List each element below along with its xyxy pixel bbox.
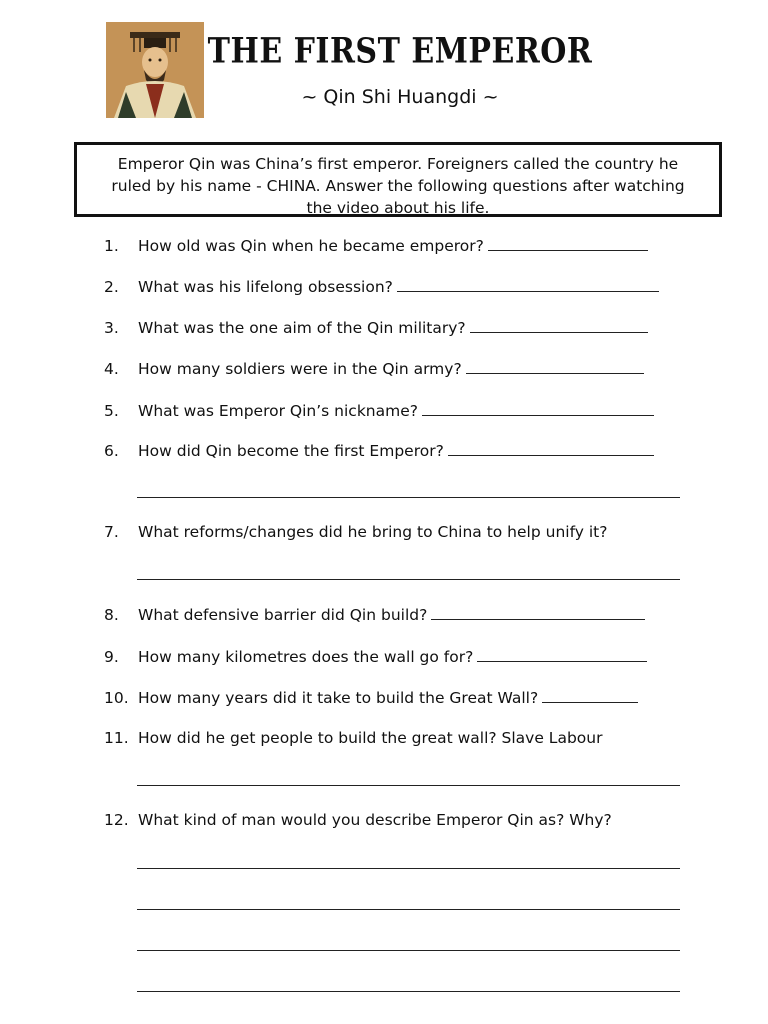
answer-line[interactable] [137, 497, 680, 498]
question-5 [104, 401, 684, 420]
question-7 [104, 523, 684, 541]
answer-blank[interactable] [488, 236, 648, 251]
question-number: 10. [104, 689, 129, 707]
question-number: 3. [104, 319, 119, 337]
question-8 [104, 605, 684, 624]
question-11 [104, 729, 684, 747]
question-number: 1. [104, 237, 119, 255]
question-number: 7. [104, 523, 119, 541]
question-1 [104, 236, 684, 255]
question-12 [104, 811, 684, 829]
answer-blank[interactable] [477, 647, 647, 662]
answer-line[interactable] [137, 785, 680, 786]
answer-blank[interactable] [431, 605, 645, 620]
question-text: How many kilometres does the wall go for? [138, 648, 474, 666]
intro-line: the video about his life. [306, 199, 490, 217]
intro-line: Emperor Qin was China’s first emperor. Foreigners called the country he [117, 155, 679, 173]
question-text: How many soldiers were in the Qin army? [138, 360, 462, 378]
intro-box [74, 142, 722, 217]
question-number: 5. [104, 402, 119, 420]
question-text: What was Emperor Qin’s nickname? [138, 402, 418, 420]
question-6 [104, 441, 684, 460]
answer-line[interactable] [137, 991, 680, 992]
answer-line[interactable] [137, 909, 680, 910]
answer-blank[interactable] [397, 277, 659, 292]
question-9 [104, 647, 684, 666]
question-2 [104, 277, 684, 296]
answer-line[interactable] [137, 868, 680, 869]
answer-line[interactable] [137, 579, 680, 580]
question-text: How did he get people to build the great wall? Slave Labour [138, 729, 603, 747]
question-number: 4. [104, 360, 119, 378]
answer-blank[interactable] [466, 359, 644, 374]
question-text: What was his lifelong obsession? [138, 278, 393, 296]
page-subtitle: ~ Qin Shi Huangdi ~ [301, 86, 499, 108]
question-10 [104, 688, 684, 707]
question-number: 6. [104, 442, 119, 460]
question-number: 2. [104, 278, 119, 296]
question-4 [104, 359, 684, 378]
question-text: What kind of man would you describe Emperor Qin as? Why? [138, 811, 612, 829]
question-text: What was the one aim of the Qin military? [138, 319, 466, 337]
question-number: 8. [104, 606, 119, 624]
question-number: 12. [104, 811, 129, 829]
question-text: How old was Qin when he became emperor? [138, 237, 484, 255]
answer-line[interactable] [137, 950, 680, 951]
question-number: 9. [104, 648, 119, 666]
answer-blank[interactable] [470, 318, 648, 333]
question-text: What defensive barrier did Qin build? [138, 606, 428, 624]
answer-blank[interactable] [422, 401, 654, 416]
question-3 [104, 318, 684, 337]
question-text: How did Qin become the first Emperor? [138, 442, 444, 460]
question-text: How many years did it take to build the Great Wall? [138, 689, 539, 707]
page-title: THE FIRST EMPEROR [207, 31, 593, 72]
question-number: 11. [104, 729, 129, 747]
intro-line: ruled by his name - CHINA. Answer the following questions after watching [111, 177, 685, 195]
answer-blank[interactable] [542, 688, 638, 703]
answer-blank[interactable] [448, 441, 654, 456]
question-text: What reforms/changes did he bring to China to help unify it? [138, 523, 608, 541]
